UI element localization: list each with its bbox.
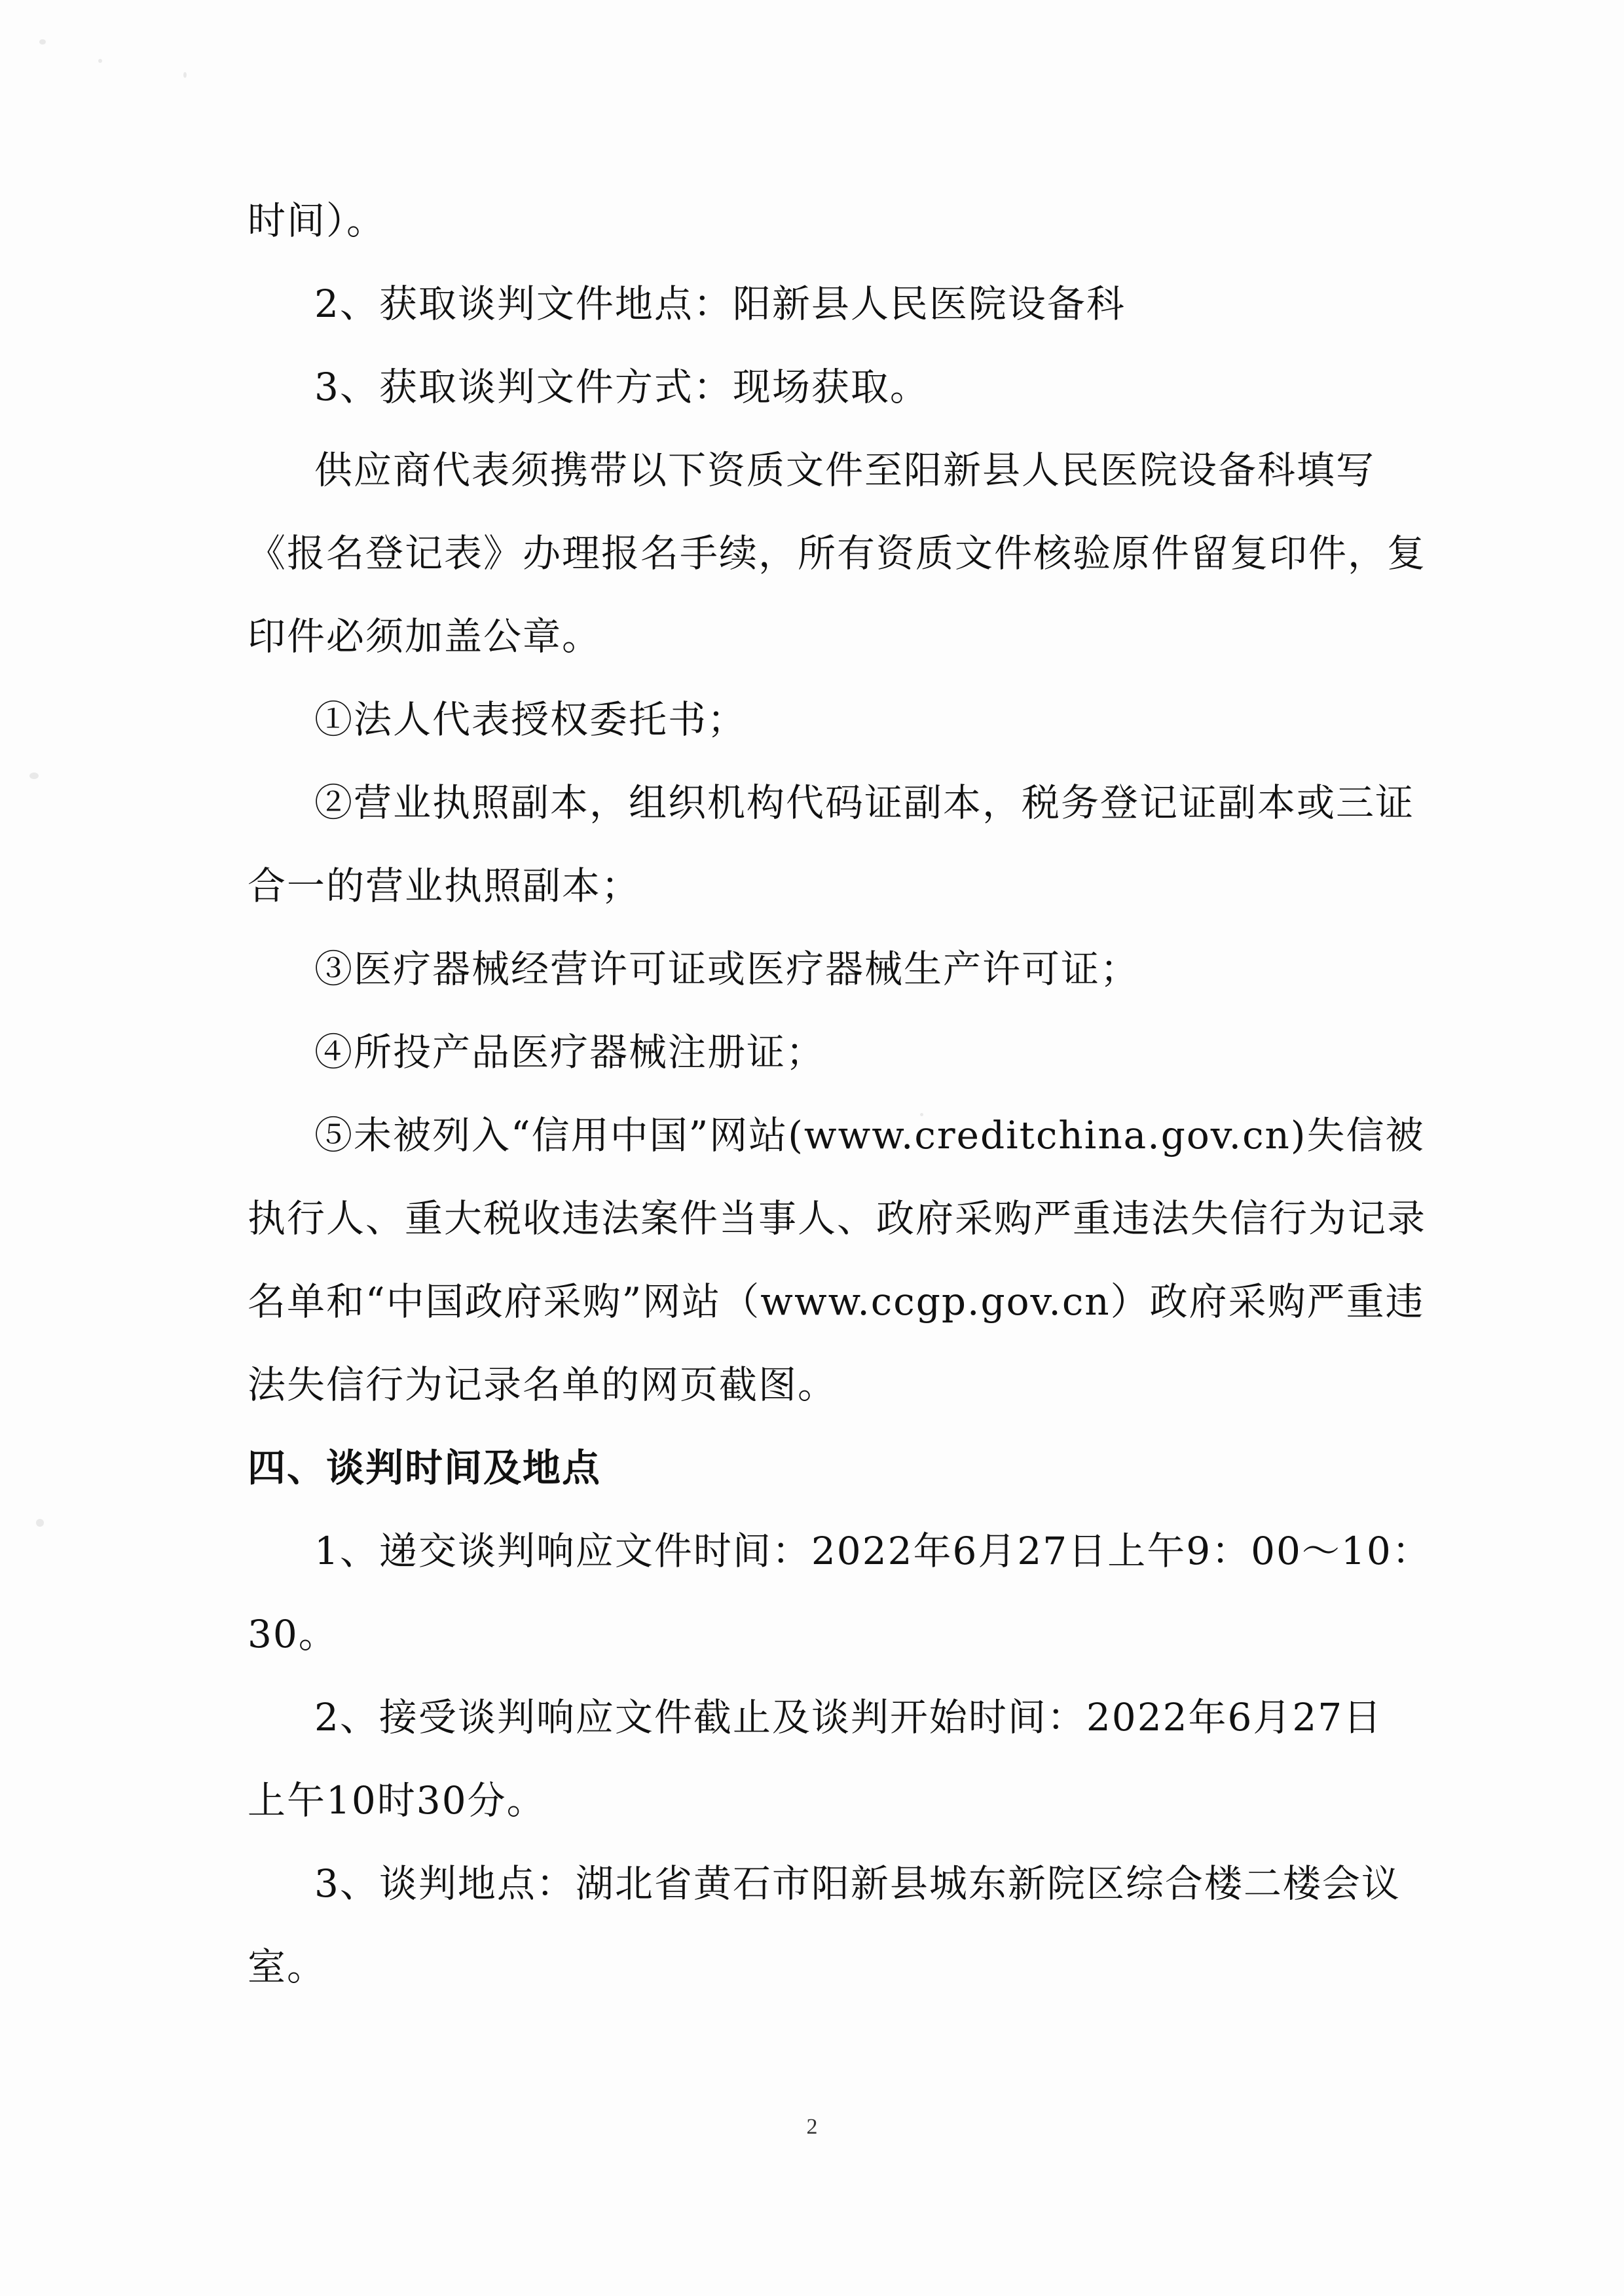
body-text-line: 2、获取谈判文件地点：阳新县人民医院设备科 [314, 282, 1126, 326]
body-text-line: 3、谈判地点：湖北省黄石市阳新县城东新院区综合楼二楼会议 [314, 1861, 1401, 1906]
page-number: 2 [806, 2115, 818, 2139]
body-text-line: 合一的营业执照副本； [248, 864, 641, 908]
list-item-5: ⑤未被列入“信用中国”网站(www.creditchina.gov.cn)失信被 [314, 1113, 1425, 1157]
scan-speck [29, 773, 39, 779]
body-text-line: 印件必须加盖公章。 [248, 614, 602, 659]
list-item-3: ③医疗器械经营许可证或医疗器械生产许可证； [314, 947, 1140, 991]
body-text-line: 执行人、重大税收违法案件当事人、政府采购严重违法失信行为记录 [248, 1196, 1427, 1241]
section-heading: 四、谈判时间及地点 [248, 1446, 602, 1490]
list-item-4: ④所投产品医疗器械注册证； [314, 1030, 826, 1074]
scan-speck [36, 1519, 44, 1527]
list-item-1: ①法人代表授权委托书； [314, 697, 747, 742]
body-text-line: 30。 [248, 1612, 338, 1656]
body-text-line: 1、递交谈判响应文件时间：2022年6月27日上午9：00～10： [314, 1529, 1431, 1573]
body-text-line: 供应商代表须携带以下资质文件至阳新县人民医院设备科填写 [314, 448, 1376, 492]
scan-speck [39, 39, 46, 45]
body-text-line: 时间）。 [248, 198, 386, 243]
body-text-line: 名单和“中国政府采购”网站（www.ccgp.gov.cn）政府采购严重违 [248, 1279, 1425, 1324]
body-text-line: 2、接受谈判响应文件截止及谈判开始时间：2022年6月27日 [314, 1695, 1383, 1740]
scan-speck [183, 72, 187, 78]
body-text-line: 法失信行为记录名单的网页截图。 [248, 1362, 838, 1407]
list-item-2: ②营业执照副本，组织机构代码证副本，税务登记证副本或三证 [314, 780, 1415, 825]
body-text-line: 上午10时30分。 [248, 1778, 546, 1823]
body-text-line: 3、获取谈判文件方式：现场获取。 [314, 365, 929, 409]
body-text-line: 室。 [248, 1944, 327, 1989]
scan-speck [98, 59, 102, 63]
body-text-line: 《报名登记表》办理报名手续，所有资质文件核验原件留复印件，复 [248, 531, 1427, 575]
